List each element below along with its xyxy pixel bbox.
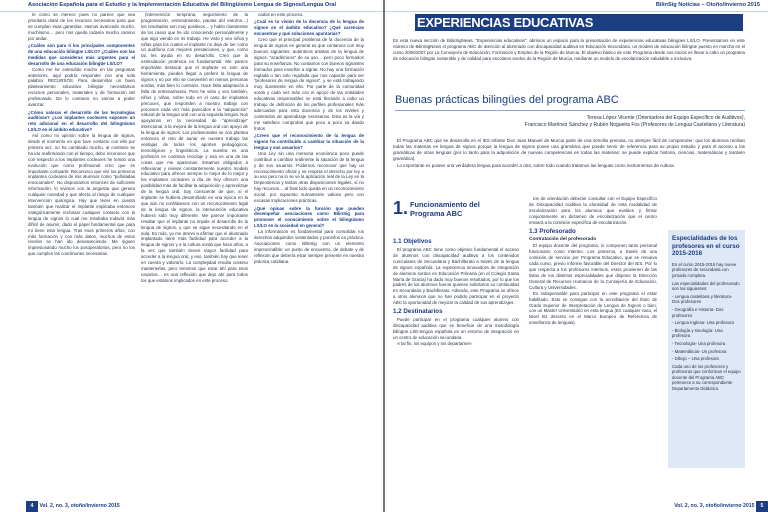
left-column-3 xyxy=(254,12,364,490)
subsection-heading: 1.2 Destinatarios xyxy=(393,308,443,316)
sidebar-list-item: - Geografía e Historia- Dos profesores xyxy=(672,306,724,318)
sidebar-list-item: - Lengua Inglesa- Una profesora xyxy=(672,320,734,326)
interview-question: ¿Qué opinas sobre la función que pueden desempeñar asociaciones como BilinSig para promover el conocimiento sobre el bilingüismo LS/LO en la sociedad en general? xyxy=(254,205,364,229)
body-paragraph: (intervención temprana, seguimiento de la programación, entrenamiento, pautas del entorno…) los resultados son muy positivos… y hablo claramente de los casos que he ido conociendo personalmente y que sigo viendo en mi trabajo. He visto y veo niños y niñas para los cuales el implante no deja de ser como un audífono con mejores prestaciones, y que, como tal, les ayuda en su desarrollo. Creo que la estimulación protésica es fundamental. Me parece importante destacar que el implante es solo una herramienta, pueden llegar a preferir la lengua de signos y no por ello se convierten en menos personas sordas, más bien lo contrario. Hace falta adaptación a falta de entrenamiento. Pero he visto y veo también, niños y niñas, sobre todo en el caso de implantes precoces, que responden a nuestro trabajo con procesos cada vez más parecidos a la "adquisición" natural de la lengua oral con una segunda lengua. Nos apoyamos en la necesidad de "aprendizaje" intencional, a la mejora de la lengua oral con apoyo de la lengua de signos. Los profesionales se nos plantea entonces el reto de aunar en nuestro trabajo las ventajas de todos los aportes pedagógicos, tecnológicos y lingüísticos. La nuestra es una profesión en continua reciclaje y esa es una de las cosas que me apasionan. Estamos obligados a reflexionar y revisar constantemente nuestro modelo educativo para ofrecer siempre lo mejor de lo mejor y los implantes cocleares a día de hoy ofrecen una posibilidad más de facilitar la adquisición y aprendizaje de la lengua oral. Soy consciente de que, si el implante se hubiera desarrollado en una época en la que aún no contábamos con un reconocimiento legal de la lengua de signos, la intervención educativa hubiera sido muy diferente. Me parece importante resaltar que el implante no impide el desarrollo de la lengua de signos, y que se sigue necesitando en el aula. Es más, yo me atrevo a afirmar que el alumnado implantado tiene más facilidad para acceder a la lengua de signos y a la cultura sorda que hace años, a la vez que también tienen mayor facilidad para acceder a la lengua oral, y eso, también hay que tener en cuenta y valorarlo. La complejidad resulta costoso mantenerlas, pero tenemos que estar ahí para esos usuarios… es una reflexión que dejo ahí para todos los que estamos implicados en este proceso. xyxy=(141,12,248,283)
sidebar-list-item: - Biología y Geología- Una profesora xyxy=(672,327,723,339)
sidebar-list xyxy=(672,292,741,362)
right-column-2 xyxy=(529,196,657,486)
authors-line-2: Francisco Martínez Sánchez y Rubén Nogueira Fos (Profesores de Lengua Castellana y Literatura) xyxy=(524,122,745,129)
section-banner xyxy=(415,14,743,31)
right-footer-text: Vol. 2, no. 3, otoño/invierno 2015 xyxy=(674,503,755,509)
body-paragraph: Una Ley sin una memoria económica poco puede contribuir a cambiar realmente la situación de la lengua y de sus usuarios. Podemos reconocer que hay un reconocimiento oficial y se respeta el derecho por ley a su uso pero no lo se ve la aplicación real de la Ley en la Dependencia y tantas otras disposiciones legales, sí no hay recursos… al final todo queda en un reconocimiento social, por supuesto sumamente valioso pero con escasas implicaciones prácticas. xyxy=(254,150,364,204)
interview-question: ¿Cómo valoras el desarrollo de las tecnologías auditivas? ¿Los implantes cocleares suponen un reto adicional en el desarrollo del bilingüismo LS/LO en el ámbito educativo? xyxy=(28,109,135,133)
body-paragraph: Es indispensable para participar en este programa el estar habilitado. Esto se consigue con la acreditación del título de Grado Superior de Interpretación de Lengua de Signos o bien, con un Máster Universitario en esta lengua (En cualquier caso, el Nivel B2 descrito en el Marco Europeo de Referencia de enseñanza de lenguas). xyxy=(529,290,657,326)
left-page xyxy=(0,0,383,512)
body-paragraph: Creo que el principal problema de la docencia de la lengua de signos en general es que contamos con muy buenos signantes, auténticos artistas de la lengua de signos, "académicos" de su uso… pero poco formados para su enseñanza. No contamos con buenos signantes formados para enseñar a signar. No hay una formación reglada o tan solo regulada que nos capacite para ser "profesores de lengua de signos", y se está trabajando muy duramente en ello. Por parte de la comunidad sorda y cada vez más con el apoyo de las entidades educativas responsables se está llevando a cabo un trabajo de definición de los perfiles profesionales más adecuados para esta docencia y de los niveles y contenidos de aprendizaje necesarios. Esta es la vía y me satisface comprobar que poco a poco va dando frutos. xyxy=(254,37,364,131)
banner-title: EXPERIENCIAS EDUCATIVAS xyxy=(417,15,594,30)
right-column-1 xyxy=(393,236,519,486)
body-paragraph: cados en este proceso. xyxy=(258,12,304,17)
section-intro: En esta nueva sección de BilinSigNews, "Experiencias educativas", abrimos un espacio para la presentación de experiencias educativas bilingües LS/LO. Presentamos en este número de BilinSigNews el programa ABC de atención al alumnado con discapacidad auditiva en Educación Secundaria, un modelo de educación bilingüe puesto en marcha en el curso 2006/2007 por La Consejería de Educación, Formación y Empleo de la Región de Murcia. El objetivo básico de este Programa desde sus inicios es llevar a cabo un programa de educación bilingüe sostenible y de calidad para escolares sordos de la Región de Murcia, mediante un modelo de escolarización saludable e inclusiva. xyxy=(393,38,745,61)
left-column-2 xyxy=(141,12,248,490)
right-page-number: 5 xyxy=(756,501,768,512)
right-running-header: BilinSig Noticias – Otoño/Invierno 2015 xyxy=(385,0,768,12)
teachers-sidebar xyxy=(668,230,745,468)
article-authors xyxy=(455,115,745,130)
right-page xyxy=(385,0,768,512)
body-paragraph: Así como mi opinión sobre la lengua de signos, desde el momento en que tuve contacto con ella por primera vez, no ha cambiado mucho, al contrario se ha ido reafirmando con el tiempo, debo reconocer que con respecto a los implantes cocleares he tenido una evolución que como profesional creo que es importante compartir. Reconozco que viví los primeros implantes cocleares de mis alumnos como "puñaladas emocionales". No disponíamos entonces de suficiente información, lo vivimos con la angustia que genera cualquier novedad y que afecta al riesgo de cualquier intervención quirúrgica. Hay que tener en cuenta también que realizar el implante implicaba entonces categóricamente rechazar cualquier contacto con la lengua de signos lo cual me resultaba todavía más difícil de asumir, dado el papel fundamental que para mí tiene esta lengua. Tras esos primeros años, con más formación y con más datos, muchos de estos recelos se han ido desvaneciendo. Me siguen impresionando mucho los posoperatorios, pero no los que cumplen las condiciones necesarias. xyxy=(28,133,135,257)
article-abstract xyxy=(393,138,745,180)
section-number: 1. xyxy=(393,198,409,218)
body-paragraph: tos de orientación deberán consultar con el Equipo Específico de Discapacidad Auditiva la idoneidad de esta modalidad de escolarización para los alumnos que evalúen y firmar conjuntamente un dictamen de escolarización que el centro enviará a la comisión específica de escolarización. xyxy=(529,196,657,225)
abstract-paragraph-1: El Programa ABC que se desarrolla en el IES Infante Don Juan Manuel de Murcia parte de una sencilla premisa, no siempre fácil de comprender: que los alumnos reciban todas las materias en lengua de signos porque la lengua de signos posee una gramática que puede servir de referencia para su propio estudio y para el acceso a las gramáticas de otras lenguas (por lo tanto para la adquisición de nuevas competencias en todas las materias: se puede explicar historia, ciencias, matemáticas y también gramática). xyxy=(393,138,745,162)
body-paragraph: Como me he extendido mucho en las preguntas anteriores, aquí podría responder con una sola palabra: RECURSOS. Para desarrollar un buen planteamiento educativo bilingüe necesitamos recursos personales, materiales y de formación del profesorado. De lo contrario no vamos a poder avanzar. xyxy=(28,66,135,108)
body-paragraph: El programa ABC tiene como objetivo fundamental el acceso de alumnos con discapacidad auditiva a los contenidos curriculares de Secundaria y Bachillerato a través de la lengua de signos española. La experiencia innovadora de integración de alumnos sordos en Educación Primaria (en el Colegio Santa María de Gracia) ha dado muy buenos resultados, por lo que los padres de los alumnos fueron quienes solicitaron su continuidad en Secundaria y Bachillerato. Además, este Programa se ofrece a otros alumnos que no han podido participar en el proyecto ABC la oportunidad de mejorar la calidad de sus aprendizajes. xyxy=(393,247,519,306)
left-page-number: 4 xyxy=(26,501,38,512)
sidebar-lead: Las especialidades del profesorado son las siguientes: xyxy=(672,280,740,292)
section-title: Funcionamiento del Programa ABC xyxy=(410,200,480,218)
subsection-heading: 1.1 Objetivos xyxy=(393,238,432,245)
sidebar-list-item: - Lengua castellana y literatura- Dos profesores xyxy=(672,293,733,305)
sidebar-outro: Cada uno de los profesores y profesoras que conforman el equipo docente del Programa ABC pertenece a su correspondiente Departamento Didáctico. xyxy=(672,363,741,392)
section-heading xyxy=(393,198,509,218)
body-paragraph: te como se merece pues no parece que sea prioritario dotar de los recursos necesarios para que se cumplan esas garantías. Hemos avanzado mucho, muchísimo… pero nos queda todavía mucho camino por andar. xyxy=(28,12,135,41)
abstract-paragraph-2: Lo importante es poseer una verdadera lengua para acceder a otra, sobre todo cuando tratamos las lenguas como instrumentos de cultura. xyxy=(397,163,675,169)
minor-heading: Contratación del profesorado xyxy=(529,236,597,242)
sidebar-body xyxy=(672,262,741,392)
sidebar-list-item: - Matemáticas- Un profesora xyxy=(672,348,727,354)
subsection-heading: 1.3 Profesorado xyxy=(529,227,576,235)
body-paragraph: El equipo docente del programa, lo componen tanto personal funcionario como interino. Los primeros, a través de una comisión de servicio por Programa Educativo, que se renueva cada curso, previo informe favorable del Director del IES. Por lo que respecta a los profesores interinos, estos provienen de las listas de los distintos especialidades que dispone la Dirección General de Recursos Humanos de la Consejería de Educación, Cultura y Universidades. xyxy=(529,243,657,290)
left-column-1 xyxy=(28,12,135,490)
left-running-header: Asociación Española para el Estudio y la Implementación Educativa del Bilingüismo Lengua de Signos/Lengua Oral xyxy=(0,0,383,12)
sidebar-list-item: - Dibujo – Una profesora xyxy=(672,356,719,362)
left-footer xyxy=(26,501,120,512)
title-rule xyxy=(395,110,745,111)
sidebar-list-item: - Tecnología- Una profesora xyxy=(672,340,726,346)
sidebar-title: Especialidades de los profesores en el curso 2015-2016 xyxy=(672,235,740,258)
authors-line-1: Teresa López Vicente (Orientadora del Equipo Específico de Auditivos), xyxy=(586,115,745,121)
interview-question: ¿Crees que el reconocimiento de la lengua de signos ha contribuido a cambiar la situación de la lengua y sus usuarios? xyxy=(254,133,364,150)
interview-question: ¿Cuál es tu visión de la docencia de la lengua de signos en el ámbito educativo? ¿Qué carencias encuentras y qué soluciones apuntarías? xyxy=(254,19,364,37)
sidebar-intro: En el curso 2015-2016 hay nueve profesores de secundaria con jornada completa. xyxy=(672,261,737,278)
interview-question: ¿Cuáles son para ti los principales componentes de una educación bilingüe LS/LO? ¿Cuáles son las medidas que consideras más urgentes para el desarrollo de una educación bilingüe LS/LO? xyxy=(28,43,135,66)
body-paragraph: Puede participar en el programa cualquier alumno con discapacidad auditiva que se beneficie de una metodología bilingüe LSE-lengua española en un entorno de integración en un centro de educación secundaria. xyxy=(393,317,519,340)
right-footer xyxy=(674,501,768,512)
article-title: Buenas prácticas bilingües del programa ABC xyxy=(395,94,619,106)
left-footer-text: Vol. 2, no. 3, otoño/invierno 2015 xyxy=(39,503,120,509)
body-paragraph: La información es fundamental para consolidar los derechos adquiridos sustentados y ponerlos en práctica. Asociaciones como BilinSig son un elemento imprescindible: un punto de encuentro, de debate y de reflexión que debería estar siempre presente en nuestra práctica cotidiana. xyxy=(254,229,364,264)
body-paragraph: A tal fin, los equipos y los departamen- xyxy=(397,340,473,346)
